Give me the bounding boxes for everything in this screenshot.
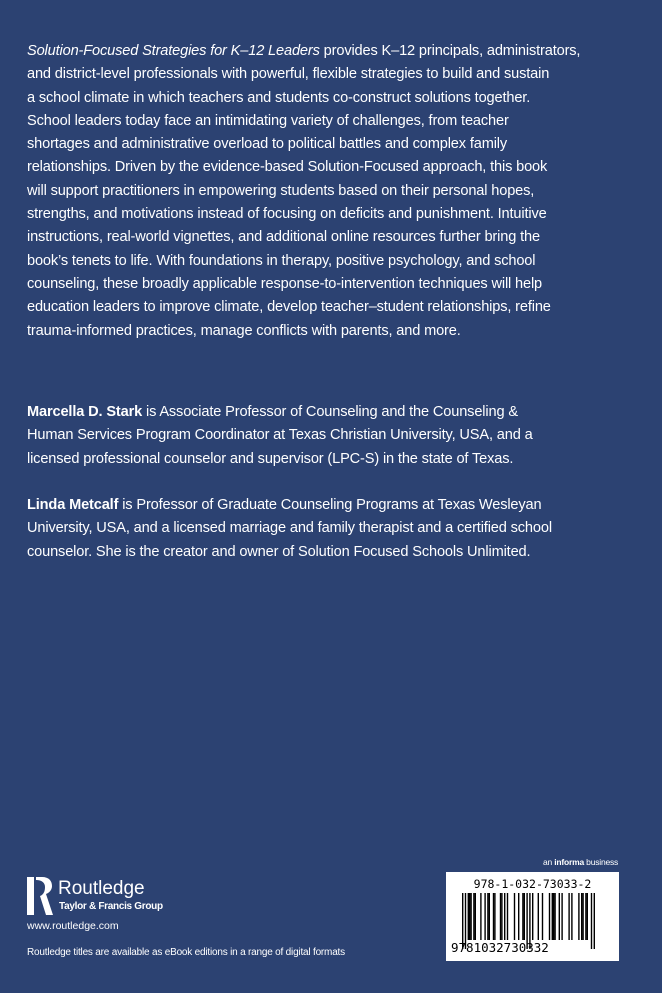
- barcode-bar: [552, 893, 553, 940]
- isbn-barcode: [446, 872, 619, 961]
- publisher-group: Taylor & Francis Group: [59, 901, 163, 912]
- publisher-url[interactable]: www.routledge.com: [27, 920, 119, 932]
- informa-pre: an: [543, 857, 555, 867]
- barcode-bar: [587, 893, 588, 940]
- barcode-bar: [480, 893, 481, 940]
- barcode-bar: [571, 893, 572, 940]
- description-line: a school climate in which teachers and students co-construct solutions together.: [27, 89, 531, 106]
- publisher-name: Routledge: [58, 878, 145, 899]
- barcode-bar: [542, 893, 543, 940]
- author-name: Marcella D. Stark: [27, 404, 143, 420]
- barcode-bar: [554, 893, 555, 940]
- bio-line: [27, 401, 647, 424]
- barcode-bar: [501, 893, 502, 940]
- description-line: book’s tenets to life. With foundations in therapy, positive psychology, and school: [27, 252, 536, 269]
- barcode-bar: [585, 893, 586, 940]
- informa-tagline: [543, 857, 618, 867]
- barcode-bar: [470, 893, 471, 940]
- ebook-note: Routledge titles are available as eBook editions in a range of digital formats: [27, 947, 345, 958]
- bio-line: University, USA, and a licensed marriage and family therapist and a certified school: [27, 520, 552, 537]
- barcode-bar: [493, 893, 494, 940]
- description-text: provides K–12 principals, administrators,: [319, 43, 581, 59]
- author-name: Linda Metcalf: [27, 497, 119, 513]
- barcode-bar: [561, 893, 562, 940]
- barcode-bar: [504, 893, 505, 940]
- barcode-bar: [568, 893, 569, 940]
- description-line: counseling, these broadly applicable response-to-intervention techniques will help: [27, 275, 543, 292]
- barcode-digits: 9781032730332: [451, 940, 549, 955]
- barcode-bar: [559, 893, 560, 940]
- barcode-bar: [500, 893, 501, 940]
- barcode-bar: [469, 893, 470, 940]
- book-description: [27, 40, 647, 343]
- barcode-bar: [507, 893, 508, 940]
- barcode-bar: [518, 893, 519, 940]
- description-line: education leaders to improve climate, develop teacher–student relationships, refine: [27, 299, 551, 316]
- barcode-bar: [578, 893, 579, 940]
- barcode-bar: [591, 893, 592, 949]
- informa-post: business: [584, 857, 619, 867]
- description-line: and district-level professionals with powerful, flexible strategies to build and sustain: [27, 66, 550, 83]
- book-title: Solution-Focused Strategies for K–12 Leaders: [27, 43, 320, 59]
- barcode-bar: [549, 893, 550, 940]
- description-line: [27, 40, 647, 63]
- description-line: will support practitioners in empowering students based on their personal hopes,: [27, 182, 535, 199]
- description-line: relationships. Driven by the evidence-based Solution-Focused approach, this book: [27, 159, 548, 176]
- barcode-bar: [582, 893, 583, 940]
- barcode-bar: [538, 893, 539, 940]
- bio-text: is Professor of Graduate Counseling Programs at Texas Wesleyan: [118, 497, 542, 513]
- barcode-bar: [581, 893, 582, 940]
- routledge-logo: [27, 876, 167, 918]
- barcode-bar: [522, 893, 523, 940]
- informa-brand: informa: [554, 857, 584, 867]
- barcode-bar: [524, 893, 525, 940]
- barcode-bar: [484, 893, 485, 940]
- barcode-bar: [514, 893, 515, 940]
- barcode-bar: [487, 893, 488, 940]
- barcode-bar: [594, 893, 595, 949]
- routledge-r-icon: [27, 876, 53, 916]
- description-line: strengths, and motivations instead of focusing on deficits and punishment. Intuitive: [27, 206, 547, 223]
- barcode-bar: [468, 893, 469, 940]
- bio-line: [27, 494, 647, 517]
- barcode-bar: [532, 893, 533, 940]
- author-bio-stark: [27, 401, 647, 471]
- author-bio-metcalf: [27, 494, 647, 564]
- description-line: instructions, real-world vignettes, and additional online resources further bring the: [27, 229, 540, 246]
- barcode-bar: [489, 893, 490, 940]
- description-line: trauma-informed practices, manage conflicts with parents, and more.: [27, 322, 461, 339]
- isbn-text: 978-1-032-73033-2: [473, 877, 592, 891]
- description-line: shortages and administrative overload to political battles and complex family: [27, 136, 508, 153]
- barcode-bar: [475, 893, 476, 940]
- description-line: School leaders today face an intimidating variety of challenges, from teacher: [27, 112, 509, 129]
- barcode-bar: [473, 893, 474, 940]
- barcode-bar: [494, 893, 495, 940]
- bio-line: licensed professional counselor and supervisor (LPC-S) in the state of Texas.: [27, 450, 514, 467]
- bio-text: is Associate Professor of Counseling and the Counseling &: [142, 404, 518, 420]
- bio-line: Human Services Program Coordinator at Texas Christian University, USA, and a: [27, 427, 533, 444]
- bio-line: counselor. She is the creator and owner of Solution Focused Schools Unlimited.: [27, 543, 531, 560]
- barcode-bar: [553, 893, 554, 940]
